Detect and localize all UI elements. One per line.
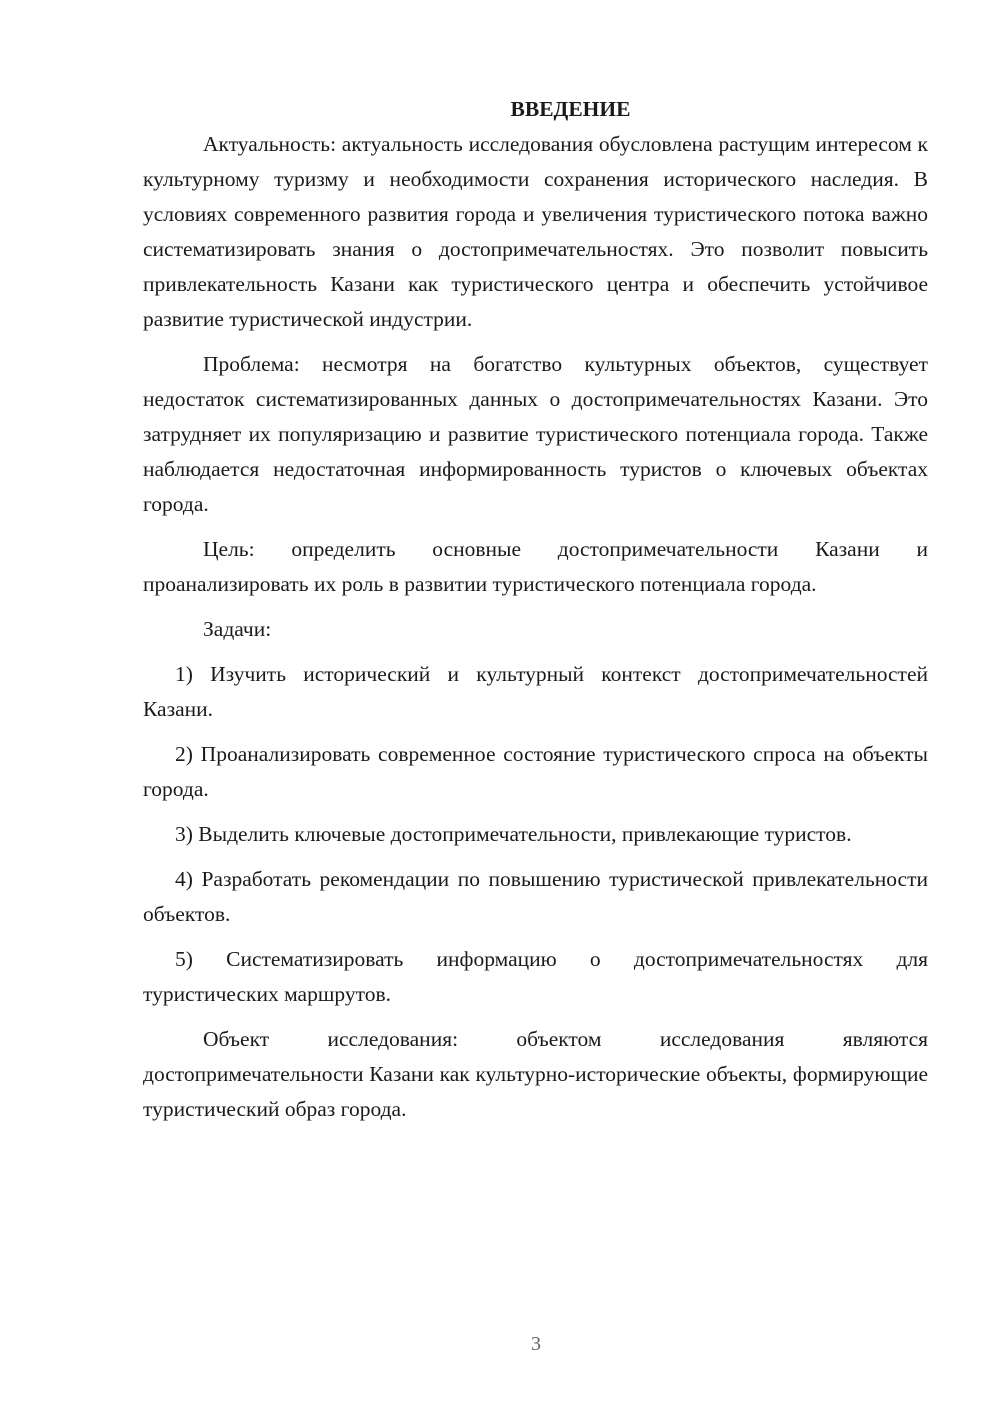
problem-paragraph: Проблема: несмотря на богатство культурных объектов, существует недостаток систематизированных данных о достопримечательностях Казани. Это затрудняет их популяризацию и развитие туристического потенциала города. Также наблюдается недостаточная информированность туристов о ключевых объектах города. bbox=[143, 352, 928, 516]
document-page bbox=[143, 92, 928, 1127]
task-item: 2) Проанализировать современное состояние туристического спроса на объекты города. bbox=[143, 742, 928, 801]
section-heading: ВВЕДЕНИЕ bbox=[510, 97, 631, 121]
task-item: 4) Разработать рекомендации по повышению туристической привлекательности объектов. bbox=[143, 867, 928, 926]
task-item: 3) Выделить ключевые достопримечательности, привлекающие туристов. bbox=[175, 822, 852, 846]
relevance-paragraph: Актуальность: актуальность исследования обусловлена растущим интересом к культурному туризму и необходимости сохранения исторического наследия. В условиях современного развития города и увеличения туристического потока важно систематизировать знания о достопримечательностях. Это позволит повысить привлекательность Казани как туристического центра и обеспечить устойчивое развитие туристической индустрии. bbox=[143, 132, 928, 331]
task-item: 5) Систематизировать информацию о достопримечательностях для туристических маршрутов. bbox=[143, 947, 928, 1006]
goal-paragraph: Цель: определить основные достопримечательности Казани и проанализировать их роль в развитии туристического потенциала города. bbox=[143, 537, 928, 596]
tasks-list bbox=[143, 657, 928, 1012]
page-number: 3 bbox=[531, 1333, 541, 1355]
object-paragraph: Объект исследования: объектом исследования являются достопримечательности Казани как культурно-исторические объекты, формирующие туристический образ города. bbox=[143, 1027, 928, 1121]
task-item: 1) Изучить исторический и культурный контекст достопримечательностей Казани. bbox=[143, 662, 928, 721]
tasks-label: Задачи: bbox=[203, 617, 272, 641]
